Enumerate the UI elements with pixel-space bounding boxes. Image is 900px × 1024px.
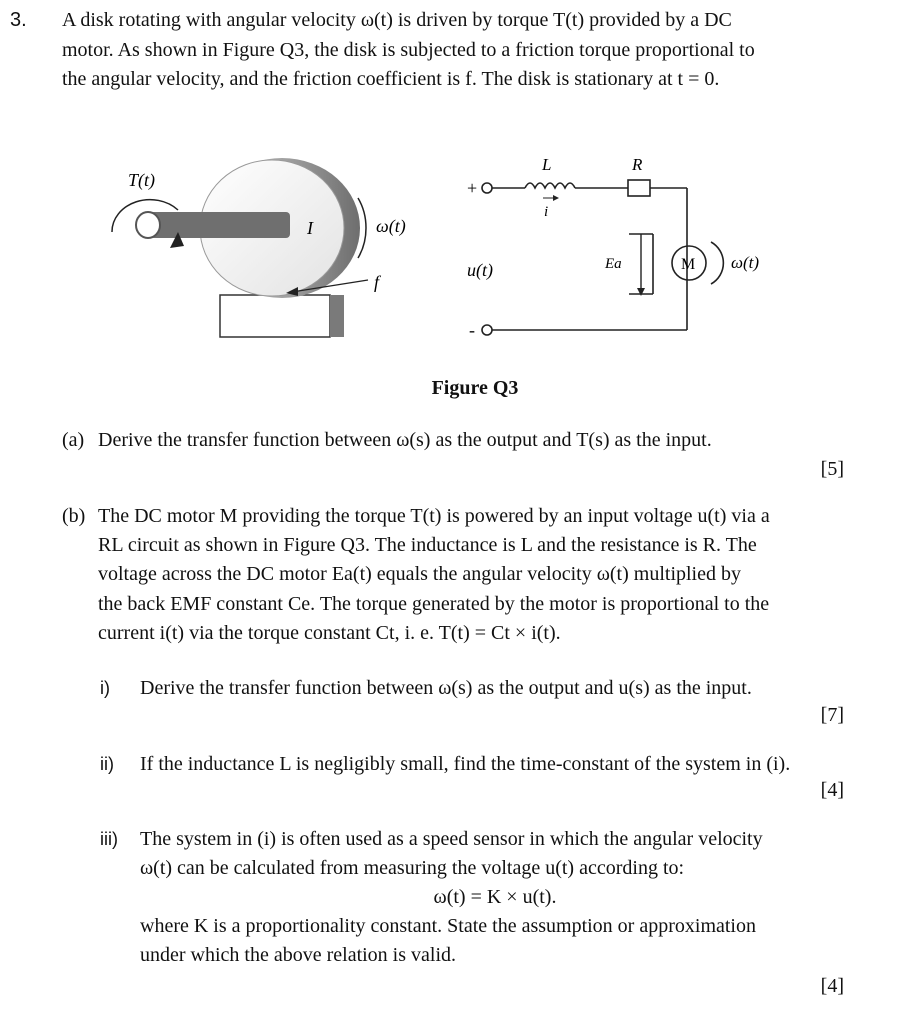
shaft (150, 212, 290, 238)
input-voltage-label: u(t) (467, 260, 493, 280)
torque-label: T(t) (128, 170, 155, 190)
resistance-label: R (632, 155, 643, 174)
intro-line-3: the angular velocity, and the friction coefficient is f. The disk is stationary at t = 0. (62, 68, 720, 90)
sub-ii-label: ii) (100, 754, 114, 774)
intro-line-1: A disk rotating with angular velocity ω(t) is driven by torque T(t) provided by a DC (62, 9, 732, 31)
part-b-line-4: the back EMF constant Ce. The torque generated by the motor is proportional to the (98, 593, 770, 615)
disk-diagram (100, 150, 420, 350)
sub-i-text: Derive the transfer function between ω(s) as the output and u(s) as the input. (140, 677, 752, 699)
base-block (220, 295, 330, 337)
inductor (525, 183, 575, 188)
plus-label: + (467, 178, 478, 198)
figure-caption: Figure Q3 (431, 377, 519, 399)
minus-terminal (482, 325, 492, 335)
part-a-label: (a) (62, 429, 85, 451)
part-b-line-1: The DC motor M providing the torque T(t) is powered by an input voltage u(t) via a (98, 505, 770, 527)
plus-terminal (482, 183, 492, 193)
sub-iii-line-2: ω(t) can be calculated from measuring the voltage u(t) according to: (140, 857, 685, 879)
inductance-label: L (542, 155, 552, 174)
sub-iii-equation: ω(t) = K × u(t). (433, 886, 557, 908)
friction-label: f (374, 272, 380, 292)
shaft-end (136, 212, 160, 238)
question-number: 3. (10, 9, 27, 31)
intro-line-2: motor. As shown in Figure Q3, the disk is subjected to a friction torque proportional to (62, 39, 755, 61)
sub-iii-label: iii) (100, 829, 118, 849)
part-b-line-2: RL circuit as shown in Figure Q3. The inductance is L and the resistance is R. The (98, 534, 757, 556)
sub-ii-text: If the inductance L is negligibly small, find the time-constant of the system in (i). (140, 753, 791, 775)
part-b-label: (b) (62, 505, 86, 527)
resistor (628, 180, 650, 196)
emf-label: Ea (605, 256, 622, 272)
disk-omega-label: ω(t) (376, 216, 406, 236)
motor-omega-arrow (711, 242, 723, 284)
sub-i-marks: [7] (820, 704, 844, 726)
minus-label: - (469, 320, 475, 340)
part-b-line-3: voltage across the DC motor Ea(t) equals the angular velocity ω(t) multiplied by (98, 563, 741, 585)
inertia-label: I (307, 218, 313, 238)
base-block-shade (330, 295, 344, 337)
part-a-marks: [5] (820, 458, 844, 480)
sub-iii-line-1: The system in (i) is often used as a speed sensor in which the angular velocity (140, 828, 763, 850)
circuit-omega-label: ω(t) (731, 253, 760, 272)
part-a-text: Derive the transfer function between ω(s) as the output and T(s) as the input. (98, 429, 712, 451)
circuit-diagram (455, 150, 785, 350)
sub-i-label: i) (100, 678, 110, 698)
current-label: i (544, 204, 549, 220)
sub-ii-marks: [4] (820, 779, 844, 801)
motor-label: M (681, 256, 696, 273)
sub-iii-after-2: under which the above relation is valid. (140, 944, 457, 966)
current-arrow-head (553, 195, 559, 201)
sub-iii-after-1: where K is a proportionality constant. State the assumption or approximation (140, 915, 756, 937)
part-b-line-5: current i(t) via the torque constant Ct, i. e. T(t) = Ct × i(t). (98, 622, 561, 644)
sub-iii-marks: [4] (820, 975, 844, 997)
